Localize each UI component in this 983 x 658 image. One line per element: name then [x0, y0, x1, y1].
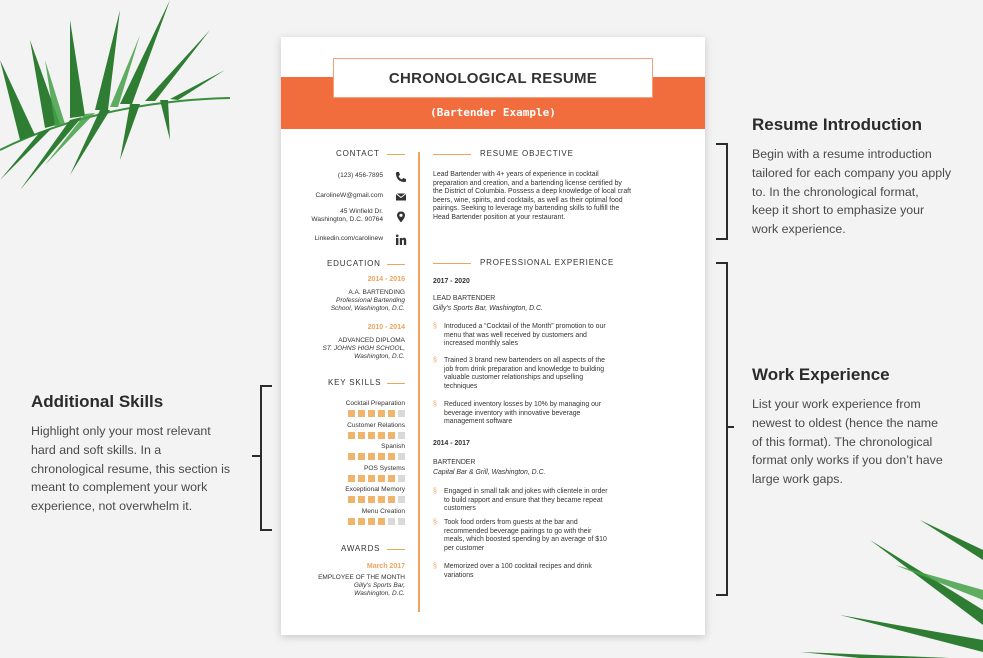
- education-dates: 2014 - 2016: [367, 276, 405, 283]
- annotation-resume-introduction: [752, 115, 977, 239]
- skill-level-filled: [368, 518, 375, 525]
- experience-rule: [433, 263, 471, 264]
- education-entry: [281, 276, 405, 313]
- objective-heading: RESUME OBJECTIVE: [480, 149, 574, 158]
- job-title: BARTENDER: [433, 459, 476, 466]
- skill-level-bar: [337, 475, 405, 482]
- awards-heading: AWARDS: [341, 544, 381, 553]
- job-dates: 2014 - 2017: [433, 440, 470, 447]
- education-heading: EDUCATION: [327, 259, 381, 268]
- skill-name: Customer Relations: [347, 421, 405, 429]
- key-skills-rule: [387, 383, 405, 384]
- job-employer: Capital Bar & Grill, Washington, D.C.: [433, 469, 546, 476]
- skill-level-filled: [388, 496, 395, 503]
- award-date: March 2017: [366, 563, 405, 570]
- skill-level-filled: [388, 453, 395, 460]
- annotation-text: Begin with a resume introduction tailored for each company you apply to. In the chronological format, keep it short to emphasize your work experience.: [752, 147, 952, 237]
- objective-text: Lead Bartender with 4+ years of experience in cocktail preparation and creation, and a bartending license certified by the District of Columbia. Possess a deep knowledge of local craft beers, wine, spirits, and cocktails, as well as their optimal food pairings. Seeking to leverage my bartending skills to fulfill the Head Bartender position at your restaurant.: [433, 171, 632, 221]
- job-title: LEAD BARTENDER: [433, 295, 496, 302]
- annotation-text: Highlight only your most relevant hard and soft skills. In a chronological resume, this section is meant to complement your work experience, not overwhelm it.: [31, 424, 231, 514]
- education-degree: A.A. BARTENDING: [348, 289, 405, 296]
- skill-level-empty: [398, 432, 405, 439]
- resume-title: CHRONOLOGICAL RESUME: [333, 58, 653, 98]
- skill-name: Menu Creation: [361, 507, 405, 515]
- job-employer: Gilly's Sports Bar, Washington, D.C.: [433, 305, 543, 312]
- linkedin-icon: [395, 234, 407, 246]
- skill-level-filled: [368, 475, 375, 482]
- skill-level-filled: [348, 475, 355, 482]
- annotation-additional-skills: [31, 392, 246, 516]
- bracket-intro: [716, 143, 728, 240]
- contact-phone: [281, 170, 409, 184]
- annotation-title: Resume Introduction: [752, 115, 923, 134]
- education-dates: 2010 - 2014: [367, 324, 405, 331]
- bracket-skills-tick: [252, 455, 260, 457]
- skill-level-empty: [398, 453, 405, 460]
- skill-level-filled: [368, 432, 375, 439]
- skill-name: POS Systems: [363, 464, 405, 472]
- annotation-title: Additional Skills: [31, 392, 164, 411]
- linkedin-text: Linkedin.com/carolinew: [314, 235, 383, 242]
- skill-level-filled: [358, 453, 365, 460]
- education-school: Professional Bartending School, Washington, D.C.: [330, 297, 405, 312]
- education-degree: ADVANCED DIPLOMA: [338, 337, 405, 344]
- resume-subtitle: (Bartender Example): [430, 106, 556, 119]
- email-text: CarolineW@gmail.com: [315, 192, 383, 199]
- column-divider: [418, 152, 420, 612]
- bracket-work: [716, 262, 728, 596]
- skill-level-filled: [378, 453, 385, 460]
- key-skills-heading: KEY SKILLS: [328, 378, 382, 387]
- skill-level-bar: [337, 453, 405, 460]
- skill-level-filled: [378, 432, 385, 439]
- skill-level-filled: [378, 475, 385, 482]
- skill-level-bar: [337, 432, 405, 439]
- contact-email: [281, 190, 409, 204]
- skill-name: Cocktail Preparation: [345, 400, 405, 407]
- skill-level-filled: [368, 410, 375, 417]
- award-name: EMPLOYEE OF THE MONTH: [318, 574, 405, 581]
- skill-level-filled: [358, 410, 365, 417]
- skill-level-empty: [398, 410, 405, 417]
- education-rule: [387, 264, 405, 265]
- contact-linkedin: [281, 233, 409, 247]
- skill-name: Spanish: [381, 443, 405, 450]
- skill-level-empty: [398, 475, 405, 482]
- awards-rule: [387, 549, 405, 550]
- palm-leaf-bottom-right: [800, 520, 983, 658]
- experience-heading: PROFESSIONAL EXPERIENCE: [480, 258, 615, 267]
- skill-level-bar: [337, 518, 405, 525]
- skill-level-filled: [388, 475, 395, 482]
- skill-level-bar: [337, 410, 405, 417]
- skill-level-filled: [348, 453, 355, 460]
- annotation-work-experience: [752, 365, 977, 489]
- skill-level-empty: [388, 518, 395, 525]
- skill-level-filled: [348, 410, 355, 417]
- objective-rule: [433, 154, 471, 155]
- skill-name: Exceptional Memory: [345, 486, 405, 493]
- skill-level-filled: [358, 518, 365, 525]
- email-icon: [395, 191, 407, 203]
- skill-level-filled: [348, 432, 355, 439]
- skill-level-filled: [348, 496, 355, 503]
- skill-level-filled: [368, 453, 375, 460]
- award-entry: [281, 563, 405, 598]
- address-text: 45 Winfield Dr. Washington, D.C. 90764: [311, 208, 383, 223]
- contact-address: [281, 208, 409, 228]
- bracket-skills: [260, 385, 272, 531]
- skill-level-filled: [388, 410, 395, 417]
- skill-level-filled: [378, 518, 385, 525]
- location-pin-icon: [395, 211, 407, 223]
- skill-level-empty: [398, 496, 405, 503]
- skill-level-filled: [378, 410, 385, 417]
- palm-leaf-top-left: [0, 0, 240, 200]
- skill-level-empty: [398, 518, 405, 525]
- education-school: ST. JOHNS HIGH SCHOOL, Washington, D.C.: [322, 345, 405, 360]
- skill-level-bar: [337, 496, 405, 503]
- resume-page: CHRONOLOGICAL RESUME (Bartender Example) CONTACT (123) 456-7895 CarolineW@gmail.com 45 Winfield Dr. Washington, D.C. 90764 Linkedin.com/carolinew EDUCATION 2014 - 2016 A.A. BARTENDING Professional Bartending School, Washington, D.C. 2010 - 2014 ADVANCED DIPLOMA ST. JOHNS HIGH SCHOOL, Washington, D.C. KEY SKILLS Cocktail Preparation Customer Relations Spanish POS Systems Exceptional Memory Menu Creation AWARDS March 2017 EMPLOYEE OF THE MONTH Gilly's Sports Bar, Washington, D.C. RESUME OBJECTIVE Lead Bartender with 4+ years of experience in cocktail preparation and creation, and a bartending license certified by the District of Columbia. Possess a deep knowledge of local craft beers, wine, spirits, and cocktails, as well as their optimal food pairings. Seeking to leverage my bartending skills to fulfill the Head Bartender position at your restaurant. PROFESSIONAL EXPERIENCE 2017 - 2020 LEAD BARTENDER Gilly's Sports Bar, Washington, D.C. § Introduced a “Cocktail of the Month” promotion to our menu that was well received by customers and increased monthly sales § Trained 3 brand new bartenders on all aspects of the job from drink preparation and knowledge to building valuable customer relationships and upselling techniques § Reduced inventory losses by 10% by managing our beverage inventory with innovative beverage management software 2014 - 2017 BARTENDER Capital Bar & Grill, Washington, D.C. § Engaged in small talk and jokes with clientele in order to build rapport and ensure that they became repeat customers § Took food orders from guests at the bar and recommended beverage pairings to go with their meals, which boosted spending by an average of $10 per customer § Memorized over a 100 cocktail recipes and drink variations: [281, 37, 705, 635]
- annotation-title: Work Experience: [752, 365, 890, 384]
- contact-rule: [387, 154, 405, 155]
- skill-level-filled: [358, 475, 365, 482]
- phone-text: (123) 456-7895: [337, 172, 383, 179]
- job-dates: 2017 - 2020: [433, 278, 470, 285]
- skill-level-filled: [348, 518, 355, 525]
- skill-level-filled: [388, 432, 395, 439]
- education-entry: [281, 324, 405, 361]
- skill-level-filled: [368, 496, 375, 503]
- bracket-work-tick: [728, 426, 734, 428]
- award-org: Gilly's Sports Bar, Washington, D.C.: [353, 582, 405, 597]
- skill-level-filled: [358, 432, 365, 439]
- skill-level-filled: [378, 496, 385, 503]
- annotation-text: List your work experience from newest to oldest (hence the name of this format). The chronological format only works if you don’t have large work gaps.: [752, 397, 943, 487]
- contact-heading: CONTACT: [336, 149, 380, 158]
- skill-level-filled: [358, 496, 365, 503]
- phone-icon: [395, 171, 407, 183]
